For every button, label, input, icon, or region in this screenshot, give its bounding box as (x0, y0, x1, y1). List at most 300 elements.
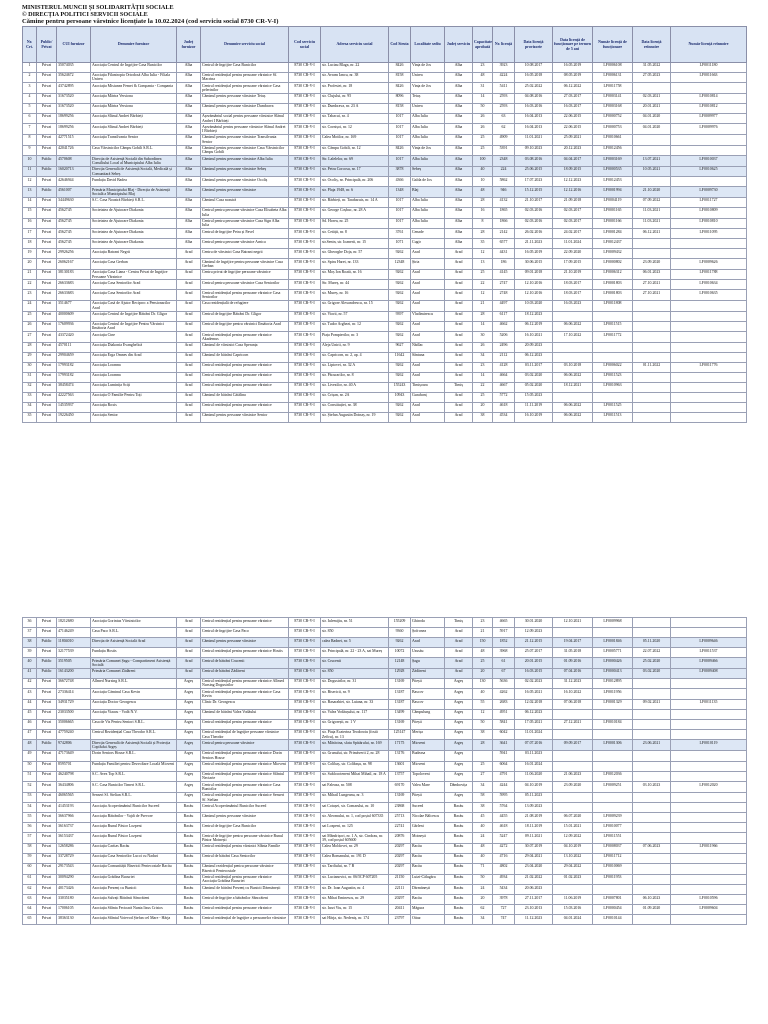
table-cell: str. George Coșbuc, nr. 28 A (321, 207, 389, 218)
table-cell: 20876 (389, 833, 411, 844)
table-cell: Asociația Bătrânilor - Vajdi de Psevore (91, 813, 177, 823)
table-cell: 2747 (493, 280, 515, 290)
table-cell: 16.05.2018 (515, 72, 553, 83)
table-cell: 18.12.2023 (515, 311, 553, 321)
table-cell: 26062167 (57, 259, 91, 270)
table-cell: Asociația Mărtra Versiona (91, 103, 177, 113)
table-cell: LF0010661 (593, 134, 633, 145)
table-cell: Alba Iulia (411, 207, 445, 218)
table-cell: 25.02.2020 (633, 658, 671, 669)
table-cell: 3519505 (57, 658, 91, 669)
table-cell: Merișa (411, 729, 445, 740)
table-cell (553, 750, 593, 761)
table-cell: 21150 (389, 874, 411, 885)
table-cell (671, 392, 747, 402)
table-cell: 50 (23, 761, 37, 771)
table-cell: str. Dogustrilor, nr. 31 (321, 678, 389, 689)
table-cell: 17006105 (57, 905, 91, 915)
table-cell: Direcția Generală de Asistență Socială și Protecția Copilului Argeș (91, 740, 177, 751)
table-cell: Asociația Bunul Păstor Lozpeni (91, 823, 177, 833)
table-cell: 8730 CR-V-I (289, 207, 321, 218)
table-cell: Public (37, 187, 57, 198)
table-cell: Căminul pentru persoane vârstnice Alba Iulia (201, 156, 289, 167)
table-cell: 1017 (389, 156, 411, 167)
table-cell (633, 678, 671, 689)
table-cell: Asociația Sfântul Voievod Ștefan cel Mare - Hârja (91, 915, 177, 925)
table-cell: Bacău (177, 915, 201, 925)
table-cell: Argeș (445, 719, 473, 729)
table-cell: 21.10.2020 (633, 187, 671, 198)
table-cell: Centrul rezidențial pentru persoane vârstnice (201, 372, 289, 382)
table-cell: LF0010077 (593, 823, 633, 833)
column-header: Data licență de funcționare pe termen de 5 ani (553, 27, 593, 62)
table-cell: Casa rezidențială de refugiere (201, 300, 289, 311)
table-cell: str. Gheorghe Doja, nr. 57 (321, 249, 389, 259)
table-cell: Moinești (411, 833, 445, 844)
table-row (23, 782, 747, 793)
table-cell: 9262 (389, 332, 411, 343)
table-cell: 42041726 (57, 145, 91, 156)
table-cell (593, 885, 633, 895)
table-row (23, 895, 747, 905)
table-cell: str. Cetății, nr. 8 (321, 229, 389, 239)
table-row (23, 280, 747, 290)
table-row (23, 124, 747, 135)
table-cell: LF0011513 (593, 412, 633, 422)
table-cell: 8730 CR-V-I (289, 124, 321, 135)
table-cell: 5636 (493, 678, 515, 689)
table-cell: 28 (473, 197, 493, 207)
table-cell: Privat (37, 218, 57, 229)
table-cell: 8730 CR-V-I (289, 134, 321, 145)
table-cell: Arad (177, 372, 201, 382)
table-cell (671, 177, 747, 187)
table-cell: 04.01.2020 (633, 124, 671, 135)
table-cell: 20297 (389, 843, 411, 853)
table-cell: Vința de Jos (411, 145, 445, 156)
table-cell: 50 (473, 103, 493, 113)
table-cell: Alba (445, 72, 473, 83)
table-cell: 13169 (389, 719, 411, 729)
table-cell: 8730 CR-V-I (289, 166, 321, 177)
ministry-name: MINISTERUL MUNCII ȘI SOLIDARITĂȚII SOCIALE (22, 4, 174, 11)
table-cell: Fundația Hostis (91, 648, 177, 658)
table-cell: 4951 (493, 709, 515, 719)
table-cell: 9742806 (57, 740, 91, 751)
table-cell: 5206 (493, 332, 515, 343)
table-cell: Căminul de vârstnici Casa Speranța (201, 342, 289, 352)
table-cell: 13.10.2022 (553, 853, 593, 863)
table-cell (633, 177, 671, 187)
table-cell: 25 (23, 311, 37, 321)
table-cell: Arad (177, 332, 201, 343)
table-cell: 17993182 (57, 372, 91, 382)
table-cell: Asociația Doctor Georgescu (91, 699, 177, 709)
table-cell: Societatea de Ajutorare Diakonia (91, 207, 177, 218)
table-cell: LF0011776 (671, 362, 747, 372)
table-cell: 8426 (389, 145, 411, 156)
table-cell: Aleja Unirii, nr. 9 (321, 342, 389, 352)
table-cell (671, 863, 747, 874)
table-cell: Arad (445, 249, 473, 259)
table-cell: 06.06.2022 (553, 402, 593, 412)
table-cell: Așezământul pentru persoane vârstnice Slănul Andrei I Bărbieți (201, 124, 289, 135)
table-cell: 23 (23, 290, 37, 301)
table-cell: 15.03.2016 (553, 905, 593, 915)
table-cell: Asociația Loranna (91, 362, 177, 372)
table-cell: Dâmbovița (445, 782, 473, 793)
table-cell: 35 (473, 239, 493, 249)
table-row (23, 813, 747, 823)
table-cell: 38 (473, 412, 493, 422)
column-header: Nr. Crt. (23, 27, 37, 62)
table-cell: Privat (37, 290, 57, 301)
table-cell: 8730 CR-V-I (289, 332, 321, 343)
table-cell: 37 (23, 628, 37, 638)
table-cell: 26 (473, 113, 493, 124)
table-cell: Asociația Luminița Sciți (91, 382, 177, 392)
table-cell: 8730 CR-V-I (289, 628, 321, 638)
table-cell: Asociația Comunității Bisericii Pentecostale Bacău (91, 863, 177, 874)
table-cell: 34 (23, 402, 37, 412)
table-cell: Argeș (177, 689, 201, 700)
register-table-page-2 (22, 617, 747, 925)
table-cell: 5 (23, 103, 37, 113)
table-cell: str. Clujului, nr. 95 (321, 93, 389, 103)
table-cell (671, 618, 747, 628)
table-cell: 8730 CR-V-I (289, 72, 321, 83)
table-cell: Măgura (411, 905, 445, 915)
table-row (23, 402, 747, 412)
table-cell: Asociația Misiunea Femei & Compania - Compania (91, 83, 177, 94)
table-cell (633, 618, 671, 628)
table-cell: 8426 (389, 83, 411, 94)
table-cell: Bacău (177, 885, 201, 895)
table-cell: 8595701 (57, 761, 91, 771)
table-cell: Centrul rezidențial pentru persoane vârstnice Dorin Seniors House (201, 750, 289, 761)
table-cell: Argeș (177, 782, 201, 793)
table-cell (633, 342, 671, 352)
table-cell: str. Dumbrava, nr. 23 A (321, 103, 389, 113)
table-cell (671, 771, 747, 782)
table-cell: 4662 (493, 321, 515, 332)
table-cell: 25 (473, 658, 493, 669)
table-cell: 01.09.2020 (633, 905, 671, 915)
table-cell: LF0010144 (593, 915, 633, 925)
table-cell: Privat (37, 239, 57, 249)
table-cell: Arad (445, 300, 473, 311)
table-cell: 04.01.2024 (553, 915, 593, 925)
table-cell: Bacău (445, 885, 473, 895)
table-cell: 71 (473, 863, 493, 874)
column-header: Județ serviciu (445, 27, 473, 62)
table-cell: Dărmănești (411, 885, 445, 895)
table-cell: 42771515 (57, 134, 91, 145)
table-cell: Privat (37, 321, 57, 332)
table-cell: 27.11.2017 (515, 895, 553, 905)
table-cell: Privat (37, 689, 57, 700)
table-cell: 14535937 (57, 402, 91, 412)
table-cell: Arad (411, 290, 445, 301)
table-cell: Argeș (177, 750, 201, 761)
column-header: Denumire serviciu social (201, 27, 289, 62)
table-cell: 10.08.2017 (515, 62, 553, 72)
table-cell: LF0010634 (671, 280, 747, 290)
table-cell: Arad (445, 668, 473, 678)
table-cell: Public (37, 156, 57, 167)
table-cell: Alba (445, 187, 473, 198)
table-cell: Bacău (445, 874, 473, 885)
table-cell: Privat (37, 729, 57, 740)
table-cell: LF0011758 (593, 83, 633, 94)
table-cell: LF0012453 (593, 177, 633, 187)
table-cell: S.C. Casa Noastră Bărbieți S.R.L. (91, 197, 177, 207)
table-cell: Argeș (445, 750, 473, 761)
table-cell: LF0006312 (593, 269, 633, 280)
table-cell: 04.10.2019 (515, 782, 553, 793)
table-cell: 35074035 (57, 62, 91, 72)
table-cell: 155209 (389, 618, 411, 628)
table-cell: Asociația Centrul de Îngrijire Bătrâni Dr. Gligor (91, 311, 177, 321)
table-cell (671, 134, 747, 145)
table-cell: 20411 (389, 905, 411, 915)
table-cell (671, 915, 747, 925)
table-cell: Arad (411, 412, 445, 422)
table-cell: 06.10.2023 (633, 895, 671, 905)
table-cell: Centrul de îngrijire pentru vârstnici Ilmătoria Arad (201, 321, 289, 332)
table-cell: Asociația Acoperământul Bunicilor Suceed (91, 803, 177, 813)
table-cell: 46 (23, 719, 37, 729)
table-cell: 23.09.2020 (633, 259, 671, 270)
table-cell: LF0012020 (671, 782, 747, 793)
table-cell: Privat (37, 833, 57, 844)
table-cell: 20297 (389, 895, 411, 905)
table-cell: LF0012895 (593, 678, 633, 689)
table-cell: 8730 CR-V-I (289, 402, 321, 412)
table-cell: Arad (177, 412, 201, 422)
table-cell: 29926256 (57, 249, 91, 259)
table-cell (633, 300, 671, 311)
table-cell: 2112 (493, 352, 515, 362)
table-cell: 28 (473, 229, 493, 239)
table-cell: 18.03.2017 (553, 280, 593, 290)
table-cell: str. Avram Iancu, nr. 38 (321, 72, 389, 83)
table-cell: 47759240 (57, 729, 91, 740)
table-cell: 27336414 (57, 689, 91, 700)
table-cell: 50 (473, 874, 493, 885)
table-cell: 946 (493, 187, 515, 198)
table-cell: Arad (445, 628, 473, 638)
table-cell: 11642 (389, 352, 411, 362)
table-cell: 8730 CR-V-I (289, 833, 321, 844)
table-cell (671, 372, 747, 382)
table-cell: Asociația Cine (91, 332, 177, 343)
table-cell: Privat (37, 412, 57, 422)
table-cell: 16.03.2016 (515, 103, 553, 113)
table-cell (633, 874, 671, 885)
table-cell: Ghiroda (411, 618, 445, 628)
table-cell: LF0009251 (593, 782, 633, 793)
table-row (23, 249, 747, 259)
table-cell: 8730 CR-V-I (289, 113, 321, 124)
table-cell: Arad (445, 269, 473, 280)
table-cell: 06.12.2021 (633, 229, 671, 239)
table-cell (633, 239, 671, 249)
table-cell: Public (37, 658, 57, 669)
table-cell: Privat (37, 134, 57, 145)
table-cell: 3 (23, 83, 37, 94)
table-row (23, 352, 747, 362)
table-cell: LF0012437 (593, 239, 633, 249)
table-cell: Privat (37, 678, 57, 689)
table-cell: 36672748 (57, 678, 91, 689)
table-cell: 14 (473, 93, 493, 103)
table-cell: Unirea (411, 103, 445, 113)
table-cell: Alba (177, 134, 201, 145)
table-cell: Asociația Gorintus Vârstnicilor (91, 618, 177, 628)
table-cell: 23.10.2013 (515, 905, 553, 915)
table-cell: 33728729 (57, 853, 91, 863)
table-cell: Arad (445, 362, 473, 372)
table-cell: Asociația Roxis (91, 402, 177, 412)
table-cell: LF0000426 (593, 658, 633, 669)
table-cell: 14 (473, 372, 493, 382)
table-cell: 05.02.2020 (515, 382, 553, 392)
table-cell: 4562745 (57, 207, 91, 218)
table-cell: LF0003168 (593, 103, 633, 113)
table-cell: 8730 CR-V-I (289, 658, 321, 669)
table-row (23, 300, 747, 311)
table-cell: 06.12.2022 (553, 83, 593, 94)
column-header: Data licență reînnoire (633, 27, 671, 62)
table-cell: Privat (37, 124, 57, 135)
table-cell: 13 (473, 259, 493, 270)
table-cell: str. Iulemijiu, nr. 51 (321, 618, 389, 628)
table-cell: 45 (23, 709, 37, 719)
table-cell: LF0010596 (671, 895, 747, 905)
table-cell: LF0009977 (671, 113, 747, 124)
table-cell: Căminul pentru persoane vârstnice Ocoliș (201, 177, 289, 187)
table-cell: Centrul rezidențial pentru persoane vârstnice (201, 382, 289, 392)
table-cell: Căminul pentru persoane vârstnice Dumbrava (201, 103, 289, 113)
table-cell: LF0009432 (593, 249, 633, 259)
table-cell: 63 (23, 895, 37, 905)
table-cell: str. Grigorești, nr. 1 V (321, 719, 389, 729)
table-cell: 55 (23, 813, 37, 823)
table-cell (633, 813, 671, 823)
table-cell: 11.01.2024 (553, 239, 593, 249)
table-cell: LF0011788 (671, 269, 747, 280)
table-row (23, 740, 747, 751)
table-cell: 11.06.2020 (515, 771, 553, 782)
table-cell: Centru de vârstnici Casa Batrani negrii (201, 249, 289, 259)
table-cell: Arad (177, 668, 201, 678)
table-cell: Căminul de bătrâni Valea Vodăului (201, 709, 289, 719)
column-header: Localitate sediu (411, 27, 445, 62)
table-cell: 11.03.2021 (633, 207, 671, 218)
table-cell: 150 (473, 638, 493, 648)
table-cell: 20.09.2023 (515, 342, 553, 352)
table-cell: Centrul de bătrâni Casa Seniorilor (201, 853, 289, 863)
table-cell: 16.04.2013 (515, 113, 553, 124)
table-cell: 16.03.2023 (553, 300, 593, 311)
table-cell: 8730 CR-V-I (289, 678, 321, 689)
table-cell: 8730 CR-V-I (289, 342, 321, 352)
column-header: Număr licență de funcționare (593, 27, 633, 62)
table-cell: 4366 (389, 177, 411, 187)
table-cell: 01.02.2023 (553, 874, 593, 885)
table-cell: 07.09.2022 (633, 197, 671, 207)
table-cell: 17993182 (57, 362, 91, 372)
table-cell: 40 (23, 658, 37, 669)
table-cell: 31673520 (57, 103, 91, 113)
table-cell: 03.11.2023 (515, 750, 553, 761)
table-row (23, 915, 747, 925)
table-cell: Alba Iulia (411, 134, 445, 145)
table-cell: 16.03.2015 (515, 668, 553, 678)
table-cell: Bacău (177, 843, 201, 853)
table-cell: 44 (23, 699, 37, 709)
table-cell: Asociația O Familie Pentru Toți (91, 392, 177, 402)
table-cell: 20.01.2015 (515, 658, 553, 669)
table-cell: Societatea de Ajutorare Diakonia (91, 218, 177, 229)
table-cell: Centrul de bătrâni Zădăreni (201, 668, 289, 678)
table-cell: 17.09.2015 (553, 259, 593, 270)
table-cell: Alba (177, 207, 201, 218)
table-cell: 20297 (389, 853, 411, 863)
table-cell: 30 (23, 362, 37, 372)
table-cell: Asociația Grădina Bucuriei (91, 874, 177, 885)
table-cell: str. 850 (321, 628, 389, 638)
table-cell: Privat (37, 750, 57, 761)
table-cell: 16.01.2024 (515, 761, 553, 771)
table-cell: Alba (445, 229, 473, 239)
table-cell: Luizi-Călugăra (411, 874, 445, 885)
table-cell: 06.06.2022 (553, 412, 593, 422)
table-cell: 9397 (389, 311, 411, 321)
table-cell: 09.01.2018 (515, 269, 553, 280)
table-cell: 12.12.2016 (553, 187, 593, 198)
table-cell: 12.09.2023 (515, 628, 553, 638)
table-cell: str. Cornișoi, nr. 12 (321, 124, 389, 135)
table-cell: str. Mârăcina, sfatu Spătărului, nr. 169 (321, 740, 389, 751)
table-cell: str. Câmpu Gobili, nr. 12 (321, 145, 389, 156)
table-cell: 06.12.2023 (515, 709, 553, 719)
table-cell: Sd. Horea, nr. 25 (321, 218, 389, 229)
table-cell: 4618 (493, 402, 515, 412)
table-cell (473, 750, 493, 761)
table-cell: str. Moș Ion Roată, nr. 16 (321, 269, 389, 280)
table-cell: 20 (473, 668, 493, 678)
table-cell: str. Plaja 1948, nr. 6 (321, 187, 389, 198)
table-row (23, 668, 747, 678)
table-cell (633, 628, 671, 638)
table-cell: 43 (23, 689, 37, 700)
table-cell: 19.04.2017 (553, 638, 593, 648)
table-cell: Societatea de Ajutorare Diakonia (91, 239, 177, 249)
table-row (23, 332, 747, 343)
table-cell: 5434 (493, 885, 515, 895)
table-cell: 4244 (493, 782, 515, 793)
table-cell: 04.01.2020 (633, 113, 671, 124)
table-cell: 54 (23, 803, 37, 813)
table-cell: LF0009968 (593, 618, 633, 628)
table-cell: 25.09.2021 (553, 134, 593, 145)
table-cell (593, 628, 633, 638)
table-cell: Alba (177, 83, 201, 94)
table-cell: Centrul de îngrijire Casa Bunicilor (201, 62, 289, 72)
table-cell: 16.10.2019 (515, 412, 553, 422)
